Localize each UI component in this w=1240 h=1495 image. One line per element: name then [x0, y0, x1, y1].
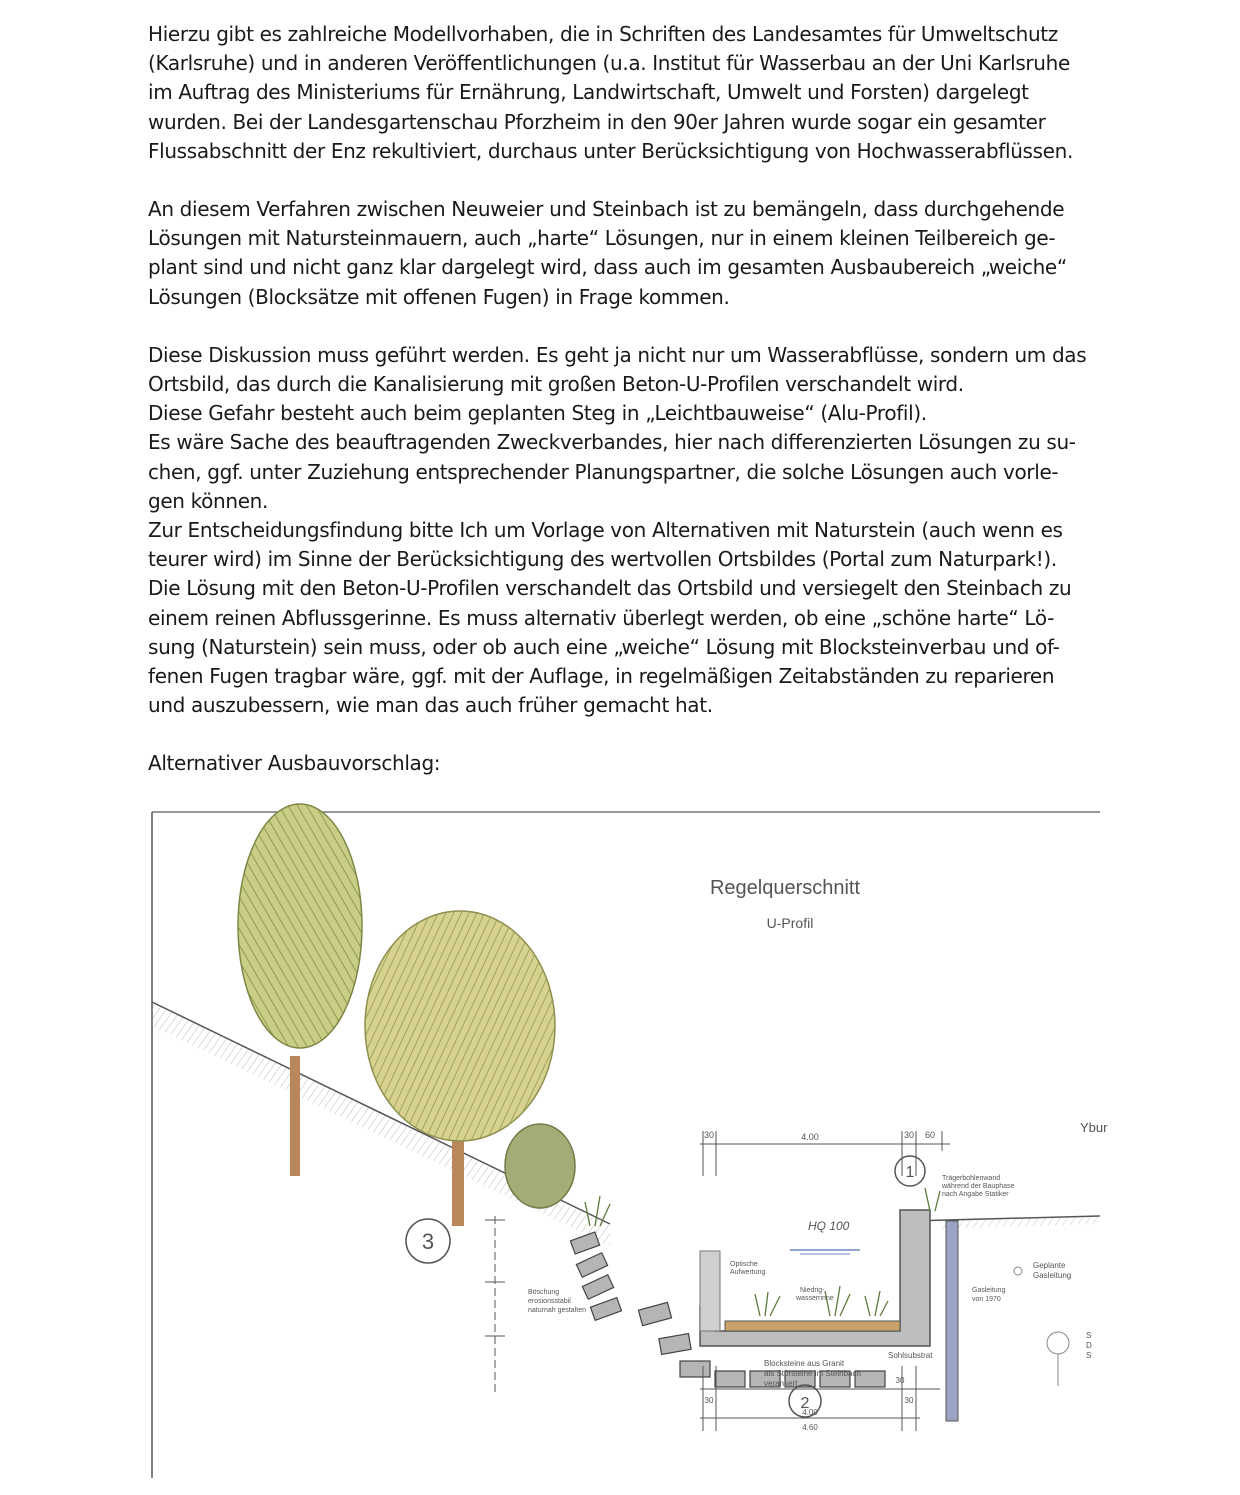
cross-section-figure [140, 806, 1108, 1486]
hq-label: HQ 100 [808, 1219, 850, 1233]
circle-3-label: 3 [421, 1229, 435, 1254]
note-sohl: Sohlsubstrat [888, 1351, 933, 1360]
dim-bottom-30-left: 30 [704, 1396, 714, 1405]
note-traeger-2: während der Bauphase [942, 1183, 1015, 1190]
paragraph-spacer [148, 166, 1098, 195]
channel-plants [585, 1188, 940, 1316]
cross-section-drawing [140, 806, 1108, 1486]
text-line: Diese Diskussion muss geführt werden. Es geht ja nicht nur um Wasserabflüsse, sondern um das [148, 342, 1087, 367]
paragraph-4 [148, 749, 1098, 778]
text-line: Es wäre Sache des beauftragenden Zweckverbandes, hier nach differenzierten Lösungen zu su- [148, 430, 1076, 455]
note-gas-3: Gasleitung [972, 1287, 1006, 1294]
dim-60: 60 [924, 1130, 936, 1140]
circle-2-label: 2 [800, 1395, 810, 1412]
tree-crown-1 [238, 804, 362, 1048]
note-s3: S [1086, 1351, 1092, 1360]
text-line: Zur Entscheidungsfindung bitte Ich um Vorlage von Alternativen mit Naturstein (auch wenn es [148, 518, 1063, 543]
note-block-2: als Störsteine im Steinbach [764, 1369, 861, 1378]
text-line: Flussabschnitt der Enz rekultiviert, durchaus unter Berücksichtigung von Hochwasserabflüssen. [148, 138, 1073, 163]
figure-intro: Alternativer Ausbauvorschlag: [148, 751, 441, 776]
pipe-circle [1047, 1332, 1069, 1354]
paragraph-1 [148, 20, 1098, 166]
text-line: sung (Naturstein) sein muss, oder ob auch eine „weiche“ Lösung mit Blocksteinverbau und of- [148, 634, 1060, 659]
figure-subtitle: U-Profil [766, 915, 814, 931]
text-line: chen, ggf. unter Zuziehung entsprechender Planungspartner, die solche Lösungen auch vorle- [148, 459, 1059, 484]
channel-bed [725, 1321, 900, 1331]
dim-bottom-30-mid: 30 [895, 1376, 905, 1385]
text-line: Hierzu gibt es zahlreiche Modellvorhaben, die in Schriften des Landesamtes für Umweltschutz [148, 22, 1058, 46]
text-line: wurden. Bei der Landesgartenschau Pforzheim in den 90er Jahren wurde sogar ein gesamter [148, 109, 1046, 134]
dim-bottom-30-right: 30 [904, 1396, 914, 1405]
paragraph-3 [148, 341, 1098, 721]
dim-30-right: 30 [903, 1130, 915, 1140]
circle-1-label: 1 [905, 1164, 915, 1181]
text-line: gen können. [148, 488, 268, 513]
note-s2: D [1086, 1341, 1092, 1350]
note-s1: S [1086, 1331, 1092, 1340]
dim-400: 4.00 [801, 1132, 819, 1142]
note-gas-1: Geplante [1033, 1261, 1066, 1270]
shrub [505, 1124, 575, 1208]
paragraph-spacer [148, 312, 1098, 341]
note-gas-4: von 1970 [972, 1296, 1001, 1303]
sheet-pile [946, 1221, 958, 1421]
tree-crown-2 [365, 911, 555, 1141]
note-traeger-3: nach Angabe Statiker [942, 1191, 1009, 1198]
dim-bottom-460: 4.60 [802, 1423, 818, 1432]
text-line: Lösungen (Blocksätze mit offenen Fugen) in Frage kommen. [148, 284, 730, 309]
paragraph-spacer [148, 720, 1098, 749]
note-niedrig-2: wasserrinne [796, 1295, 834, 1302]
text-line: Lösungen mit Natursteinmauern, auch „harte“ Lösungen, nur in einem kleinen Teilbereich ge- [148, 226, 1056, 251]
dim-bottom-400: 4.00 [802, 1408, 818, 1417]
text-line: (Karlsruhe) und in anderen Veröffentlichungen (u.a. Institut für Wasserbau an der Uni Karlsruhe [148, 51, 1070, 76]
tree-trunk-1 [290, 1056, 300, 1176]
text-line: teurer wird) im Sinne der Berücksichtigung des wertvollen Ortsbildes (Portal zum Naturpark!). [148, 547, 1057, 572]
text-line: einem reinen Abflussgerinne. Es muss alternativ überlegt werden, ob eine „schöne harte“ Lö- [148, 605, 1054, 630]
note-boeschung-2: erosionsstabil [528, 1298, 571, 1305]
text-line: Die Lösung mit den Beton-U-Profilen verschandelt das Ortsbild und versiegelt den Steinbach zu [148, 576, 1072, 601]
channel-left-wall [700, 1251, 720, 1331]
note-boeschung-1: Böschung [528, 1289, 560, 1296]
note-optische-2: Aufwertung [730, 1269, 766, 1276]
text-line: Diese Gefahr besteht auch beim geplanten Steg in „Leichtbauweise“ (Alu-Profil). [148, 401, 927, 426]
text-line: im Auftrag des Ministeriums für Ernährung, Landwirtschaft, Umwelt und Forsten) dargelegt [148, 80, 1029, 105]
text-line: Ortsbild, das durch die Kanalisierung mit großen Beton-U-Profilen verschandelt wird. [148, 372, 964, 397]
body-text [148, 20, 1098, 779]
figure-title: Regelquerschnitt [709, 877, 861, 899]
paragraph-2 [148, 195, 1098, 312]
note-gas-2: Gasleitung [1033, 1271, 1072, 1280]
gas-pipe-symbol [1014, 1267, 1022, 1275]
dim-30-left: 30 [703, 1130, 715, 1140]
note-optische-1: Optische [730, 1261, 758, 1268]
note-boeschung-3: naturnah gestalten [528, 1307, 586, 1314]
text-line: plant sind und nicht ganz klar dargelegt wird, dass auch im gesamten Ausbaubereich „weiche“ [148, 255, 1067, 280]
note-block-3: verankert [764, 1379, 798, 1388]
note-block-1: Blocksteine aus Granit [764, 1359, 845, 1368]
note-niedrig-1: Niedrig- [800, 1287, 825, 1294]
note-traeger-1: Trägerbohlenwand [942, 1175, 1001, 1182]
text-line: fenen Fugen tragbar wäre, ggf. mit der Auflage, in regelmäßigen Zeitabständen zu reparieren [148, 664, 1055, 689]
label-ybur: Ybur [1080, 1120, 1108, 1135]
text-line: An diesem Verfahren zwischen Neuweier und Steinbach ist zu bemängeln, dass durchgehende [148, 197, 1065, 222]
text-line: und auszubessern, wie man das auch früher gemacht hat. [148, 693, 713, 718]
